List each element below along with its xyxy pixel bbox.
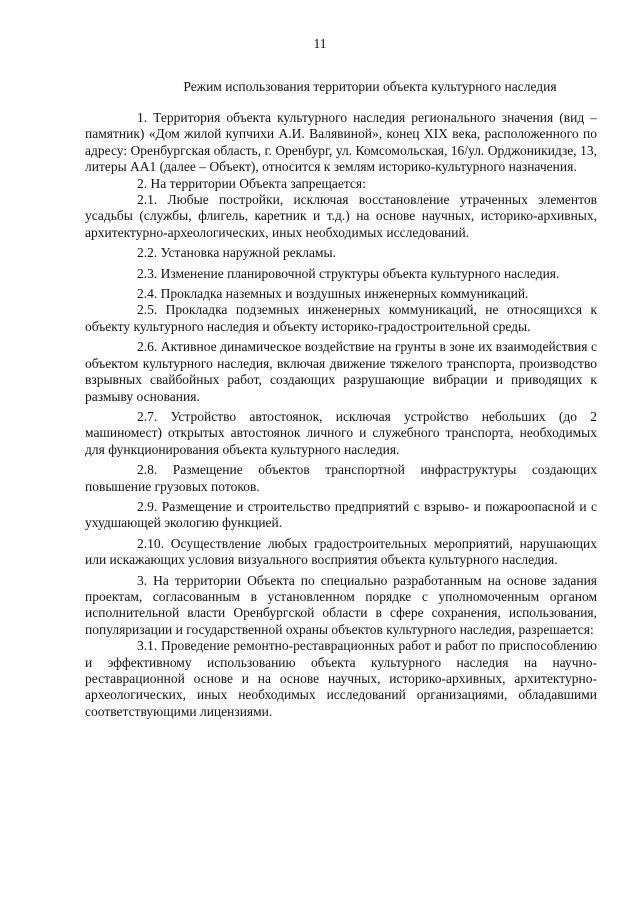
document-body: [85, 110, 597, 720]
paragraph-2-5: 2.5. Прокладка подземных инженерных коммуникаций, не относящихся к объекту культурного наследия и объекту историко-градостроительной среды.: [85, 302, 597, 334]
paragraph-2-6: 2.6. Активное динамическое воздействие на грунты в зоне их взаимодействия с объектом культурного наследия, включая движение тяжелого транспорта, производство взрывных свайбойных работ, создающих разрушающие вибрации и приводящих к размыву основания.: [85, 339, 597, 404]
paragraph-2-1: 2.1. Любые постройки, исключая восстановление утраченных элементов усадьбы (службы, флигель, каретник и т.д.) на основе научных, историко-архивных, архитектурно-археологических, иных необходимых исследований.: [85, 192, 597, 240]
paragraph-3-1: 3.1. Проведение ремонтно-реставрационных работ и работ по приспособлению и эффективному использованию объекта культурного наследия на научно-реставрационной основе и на основе научных, историко-архивных, архитектурно-археологических, иных необходимых исследований организациями, обладавшими соответствующими лицензиями.: [85, 638, 597, 719]
section-heading: Режим использования территории объекта культурного наследия: [183, 79, 557, 94]
paragraph-2-2: 2.2. Установка наружной рекламы.: [137, 245, 336, 261]
paragraph-2-8: 2.8. Размещение объектов транспортной инфраструктуры создающих повышение грузовых потоков.: [85, 462, 597, 494]
paragraph-2: 2. На территории Объекта запрещается:: [137, 175, 366, 191]
paragraph-3: 3. На территории Объекта по специально разработанным на основе задания проектам, согласованным в установленном порядке с уполномоченным органом исполнительной власти Оренбургской области в сфере сохранения, использования, популяризации и государственной охраны объектов культурного наследия, разрешается:: [85, 572, 597, 637]
paragraph-1: 1. Территория объекта культурного наследия регионального значения (вид – памятник) «Дом жилой купчихи А.И. Валявиной», конец XIX века, расположенного по адресу: Оренбургская область, г. Оренбург, ул. Комсомольская, 16/ул. Орджоникидзе, 13, литеры АА1 (далее – Объект), относится к землям историко-культурного назначения.: [85, 110, 597, 175]
paragraph-2-3: 2.3. Изменение планировочной структуры объекта культурного наследия.: [137, 265, 560, 281]
paragraph-2-7: 2.7. Устройство автостоянок, исключая устройство небольших (до 2 машиномест) открытых автостоянок личного и служебного транспорта, необходимых для функционирования объекта культурного наследия.: [85, 408, 597, 457]
paragraph-2-10: 2.10. Осуществление любых градостроительных мероприятий, нарушающих или искажающих условия визуального восприятия объекта культурного наследия.: [85, 535, 597, 568]
paragraph-2-4: 2.4. Прокладка наземных и воздушных инженерных коммуникаций.: [137, 286, 529, 302]
page-number: 11: [313, 36, 327, 51]
paragraph-2-9: 2.9. Размещение и строительство предприятий с взрыво- и пожароопасной и с ухудшающей экологию функцией.: [85, 498, 597, 531]
